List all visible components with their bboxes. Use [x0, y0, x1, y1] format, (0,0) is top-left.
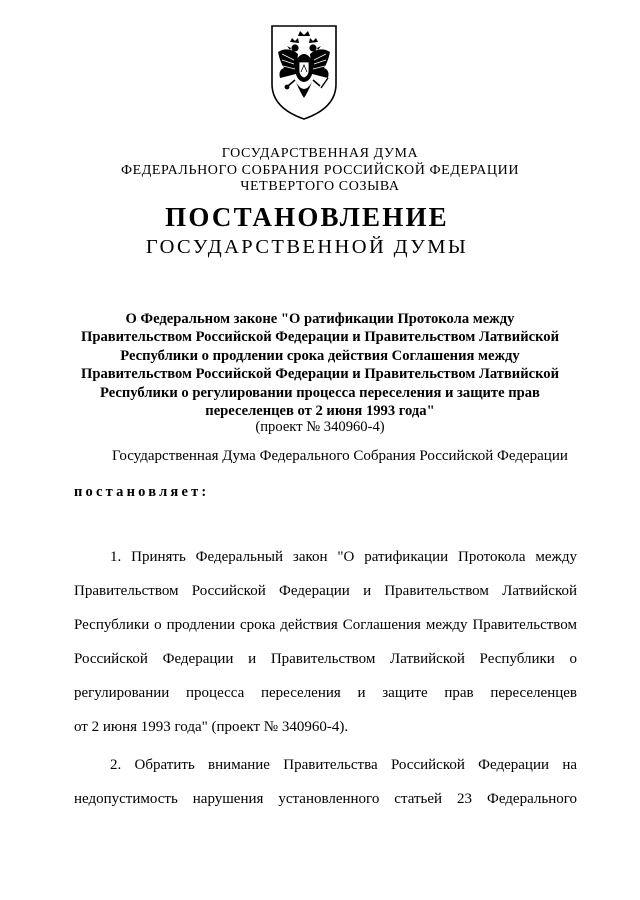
org-line-duma: ГОСУДАРСТВЕННАЯ ДУМА	[221, 146, 419, 161]
paragraph-line: недопустимость нарушения установленного статьей 23 Федерального	[74, 791, 577, 807]
paragraph-line: Правительством Российской Федерации и Правительством Латвийской	[74, 583, 577, 599]
subject-line: Республики о регулировании процесса переселения и защите прав	[100, 384, 540, 401]
paragraph-1	[74, 546, 577, 750]
subject-line: Республики о продлении срока действия Соглашения между	[120, 347, 520, 364]
russian-coat-of-arms-icon	[268, 22, 340, 122]
paragraph-line: Республики о продлении срока действия Соглашения между Правительством	[74, 617, 577, 633]
subject-line: Правительством Российской Федерации и Правительством Латвийской	[80, 366, 560, 383]
subject-line: переселенцев от 2 июня 1993 года"	[205, 403, 435, 420]
document-subtitle: ГОСУДАРСТВЕННОЙ ДУМЫ	[145, 236, 469, 258]
org-line-federal-assembly: ФЕДЕРАЛЬНОГО СОБРАНИЯ РОССИЙСКОЙ ФЕДЕРАЦИИ	[120, 162, 520, 178]
document-subject	[60, 310, 580, 420]
issuing-body	[0, 146, 640, 196]
subject-line: О Федеральном законе "О ратификации Протокола между	[125, 311, 515, 327]
document-title: ПОСТАНОВЛЕНИЕ	[165, 202, 449, 232]
paragraph-line: Российской Федерации и Правительством Латвийской Республики о	[74, 651, 577, 667]
paragraph-line: 1. Принять Федеральный закон "О ратификации Протокола между	[110, 549, 577, 565]
project-number: (проект № 340960-4)	[255, 419, 385, 435]
paragraph-line: 2. Обратить внимание Правительства Российской Федерации на	[110, 757, 577, 773]
org-line-convocation: ЧЕТВЕРТОГО СОЗЫВА	[240, 179, 400, 194]
preamble: Государственная Дума Федерального Собрания Российской Федерации	[112, 448, 568, 464]
paragraph-line: от 2 июня 1993 года" (проект № 340960-4).	[74, 719, 349, 735]
resolves-heading: постановляет:	[74, 484, 210, 500]
paragraph-2	[74, 754, 577, 822]
paragraph-line: регулировании процесса переселения и защите прав переселенцев	[74, 685, 577, 701]
subject-line: Правительством Российской Федерации и Правительством Латвийской	[80, 329, 560, 346]
